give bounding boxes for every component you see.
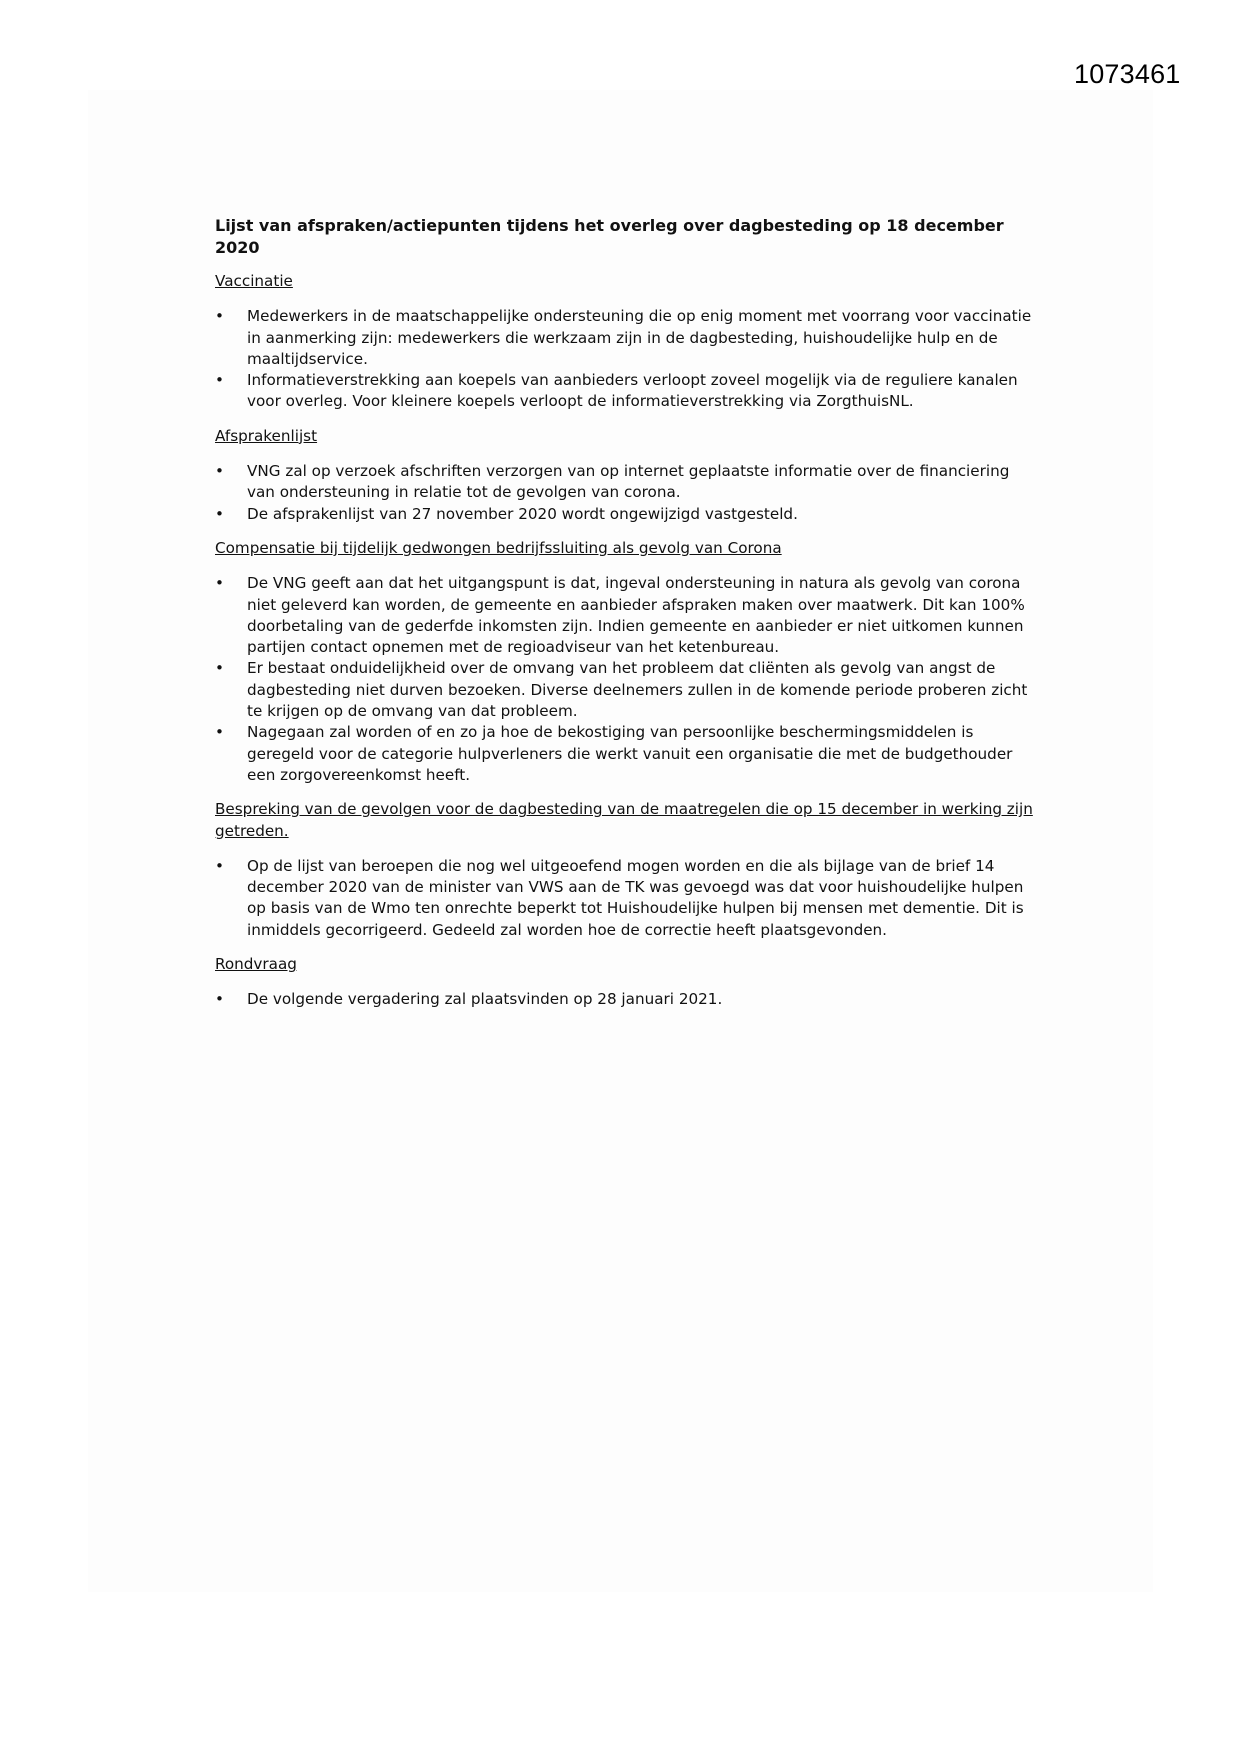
list-item-text: Medewerkers in de maatschappelijke ondersteuning die op enig moment met voorrang voor vaccinatie in aanmerking zijn: medewerkers die werkzaam zijn in de dagbesteding, huishoudelijke hulp en de maaltijdservice. (247, 307, 1032, 368)
section-heading-compensatie: Compensatie bij tijdelijk gedwongen bedrijfssluiting als gevolg van Corona (215, 538, 782, 557)
list-item (215, 461, 1035, 504)
list-item-text: De afsprakenlijst van 27 november 2020 wordt ongewijzigd vastgesteld. (247, 504, 798, 523)
section-heading-rondvraag: Rondvraag (215, 955, 297, 974)
bullet-icon: • (215, 574, 224, 593)
list-item-text: De volgende vergadering zal plaatsvinden op 28 januari 2021. (247, 990, 723, 1009)
list-item (215, 856, 1035, 941)
bullet-list-rondvraag (215, 989, 1035, 1010)
list-item-text: Er bestaat onduidelijkheid over de omvang van het probleem dat cliënten als gevolg van angst de dagbesteding niet durven bezoeken. Diverse deelnemers zullen in de komende periode proberen zicht te krijgen op de omvang van dat probleem. (247, 659, 1028, 721)
bullet-icon: • (215, 856, 224, 875)
list-item (215, 573, 1035, 658)
list-item-text: Informatieverstrekking aan koepels van aanbieders verloopt zoveel mogelijk via de reguliere kanalen voor overleg. Voor kleinere koepels verloopt de informatieverstrekking via ZorgthuisNL. (247, 371, 1018, 411)
bullet-list-vaccinatie (215, 306, 1035, 412)
document-title: Lijst van afspraken/actiepunten tijdens het overleg over dagbesteding op 18 december 2020 (215, 216, 1004, 257)
section-heading-bespreking: Bespreking van de gevolgen voor de dagbesteding van de maatregelen die op 15 december in werking zijn getreden. (215, 800, 1033, 840)
bullet-list-compensatie (215, 573, 1035, 786)
list-item (215, 722, 1035, 786)
bullet-icon: • (215, 307, 224, 326)
bullet-icon: • (215, 659, 224, 678)
bullet-icon: • (215, 504, 224, 523)
section-heading-afsprakenlijst: Afsprakenlijst (215, 426, 318, 445)
bullet-icon: • (215, 371, 224, 390)
list-item (215, 504, 1035, 525)
list-item (215, 658, 1035, 722)
bullet-icon: • (215, 462, 224, 481)
section-heading-vaccinatie: Vaccinatie (215, 272, 293, 290)
list-item (215, 370, 1035, 413)
list-item-text: Nagegaan zal worden of en zo ja hoe de bekostiging van persoonlijke beschermingsmiddelen is geregeld voor de categorie hulpverleners die werkt vanuit een organisatie die met de budgethouder een zorgovereenkomst heeft. (247, 723, 1013, 784)
list-item-text: Op de lijst van beroepen die nog wel uitgeoefend mogen worden en die als bijlage van de brief 14 december 2020 van de minister van VWS aan de TK was gevoegd was dat voor huishoudelijke hulpen op basis van de Wmo ten onrechte beperkt tot Huishoudelijke hulpen bij mensen met dementie. Dit is inmiddels gecorrigeerd. Gedeeld zal worden hoe de correctie heeft plaatsgevonden. (247, 856, 1024, 939)
document-number: 1073461 (1074, 59, 1181, 89)
list-item-text: VNG zal op verzoek afschriften verzorgen van op internet geplaatste informatie over de financiering van ondersteuning in relatie tot de gevolgen van corona. (247, 462, 1010, 502)
bullet-icon: • (215, 723, 224, 742)
list-item (215, 989, 1035, 1010)
document-content (215, 215, 1035, 1024)
bullet-icon: • (215, 990, 224, 1009)
bullet-list-afsprakenlijst (215, 461, 1035, 525)
list-item-text: De VNG geeft aan dat het uitgangspunt is dat, ingeval ondersteuning in natura als gevolg van corona niet geleverd kan worden, de gemeente en aanbieder afspraken maken over maatwerk. Dit kan 100% doorbetaling van de gederfde inkomsten zijn. Indien gemeente en aanbieder er niet uitkomen kunnen partijen contact opnemen met de regioadviseur van het ketenbureau. (247, 574, 1025, 657)
list-item (215, 306, 1035, 370)
bullet-list-bespreking (215, 856, 1035, 941)
